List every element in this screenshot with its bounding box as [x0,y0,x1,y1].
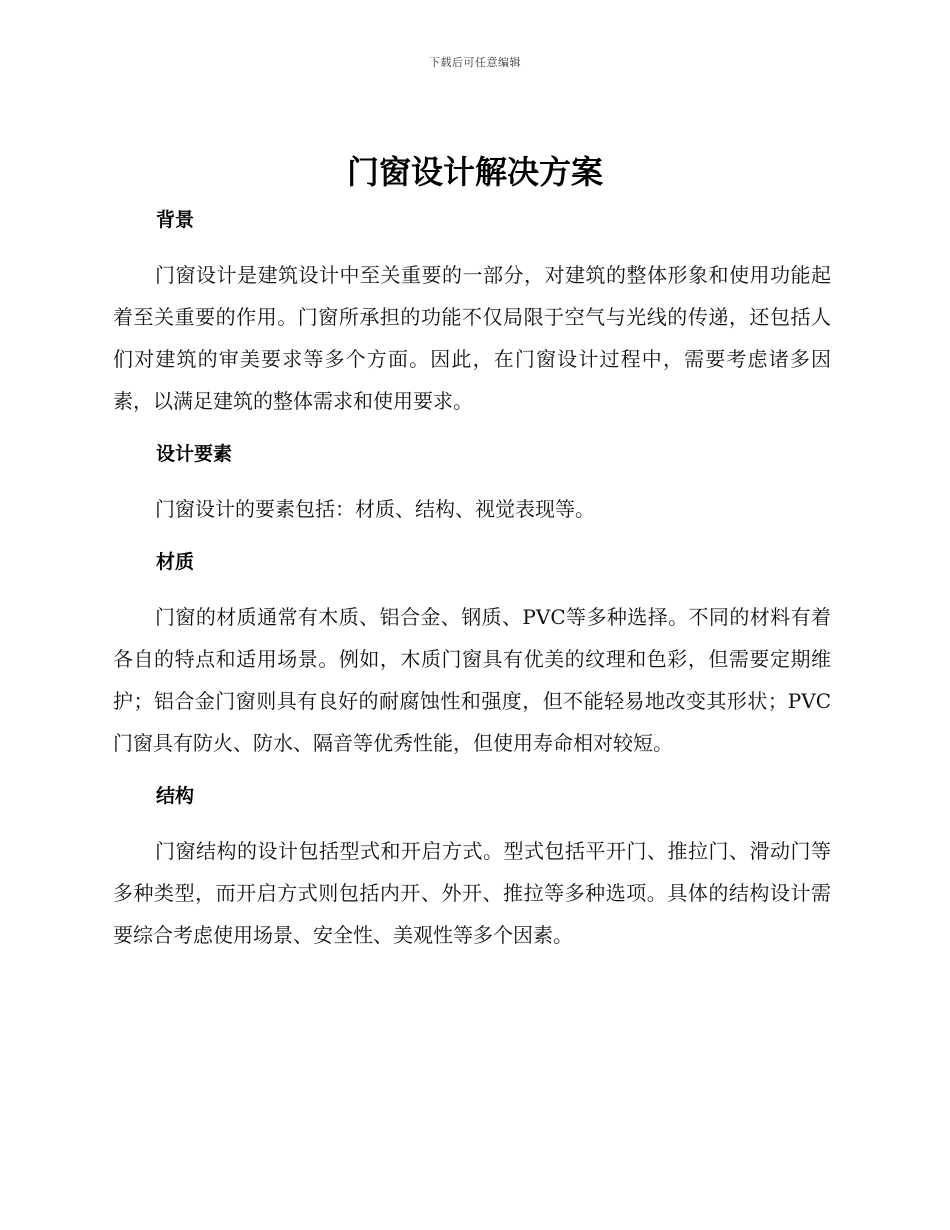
header-note: 下载后可任意编辑 [429,56,521,69]
section-heading-structure: 结构 [156,785,195,807]
section-material [113,542,831,764]
section-heading-background: 背景 [156,209,195,231]
section-design-elements [113,434,831,530]
document-body [113,200,831,956]
section-heading-material: 材质 [156,551,195,573]
section-paragraph-design-elements: 门窗设计的要素包括：材质、结构、视觉表现等。 [155,497,595,521]
section-paragraph-background: 门窗设计是建筑设计中至关重要的一部分，对建筑的整体形象和使用功能起着至关重要的作用。门窗所承担的功能不仅局限于空气与光线的传递，还包括人们对建筑的审美要求等多个方面。因此，在门窗设计过程中，需要考虑诸多因素，以满足建筑的整体需求和使用要求。 [113,263,831,413]
section-background [113,200,831,422]
page-title: 门窗设计解决方案 [346,153,603,191]
section-structure [113,776,831,956]
section-heading-design-elements: 设计要素 [156,443,233,465]
section-paragraph-material: 门窗的材质通常有木质、铝合金、钢质、PVC等多种选择。不同的材料有着各自的特点和适用场景。例如，木质门窗具有优美的纹理和色彩，但需要定期维护；铝合金门窗则具有良好的耐腐蚀性和强度，但不能轻易地改变其形状；PVC门窗具有防火、防水、隔音等优秀性能，但使用寿命相对较短。 [113,605,831,755]
section-paragraph-structure: 门窗结构的设计包括型式和开启方式。型式包括平开门、推拉门、滑动门等多种类型，而开启方式则包括内开、外开、推拉等多种选项。具体的结构设计需要综合考虑使用场景、安全性、美观性等多个因素。 [113,839,831,947]
